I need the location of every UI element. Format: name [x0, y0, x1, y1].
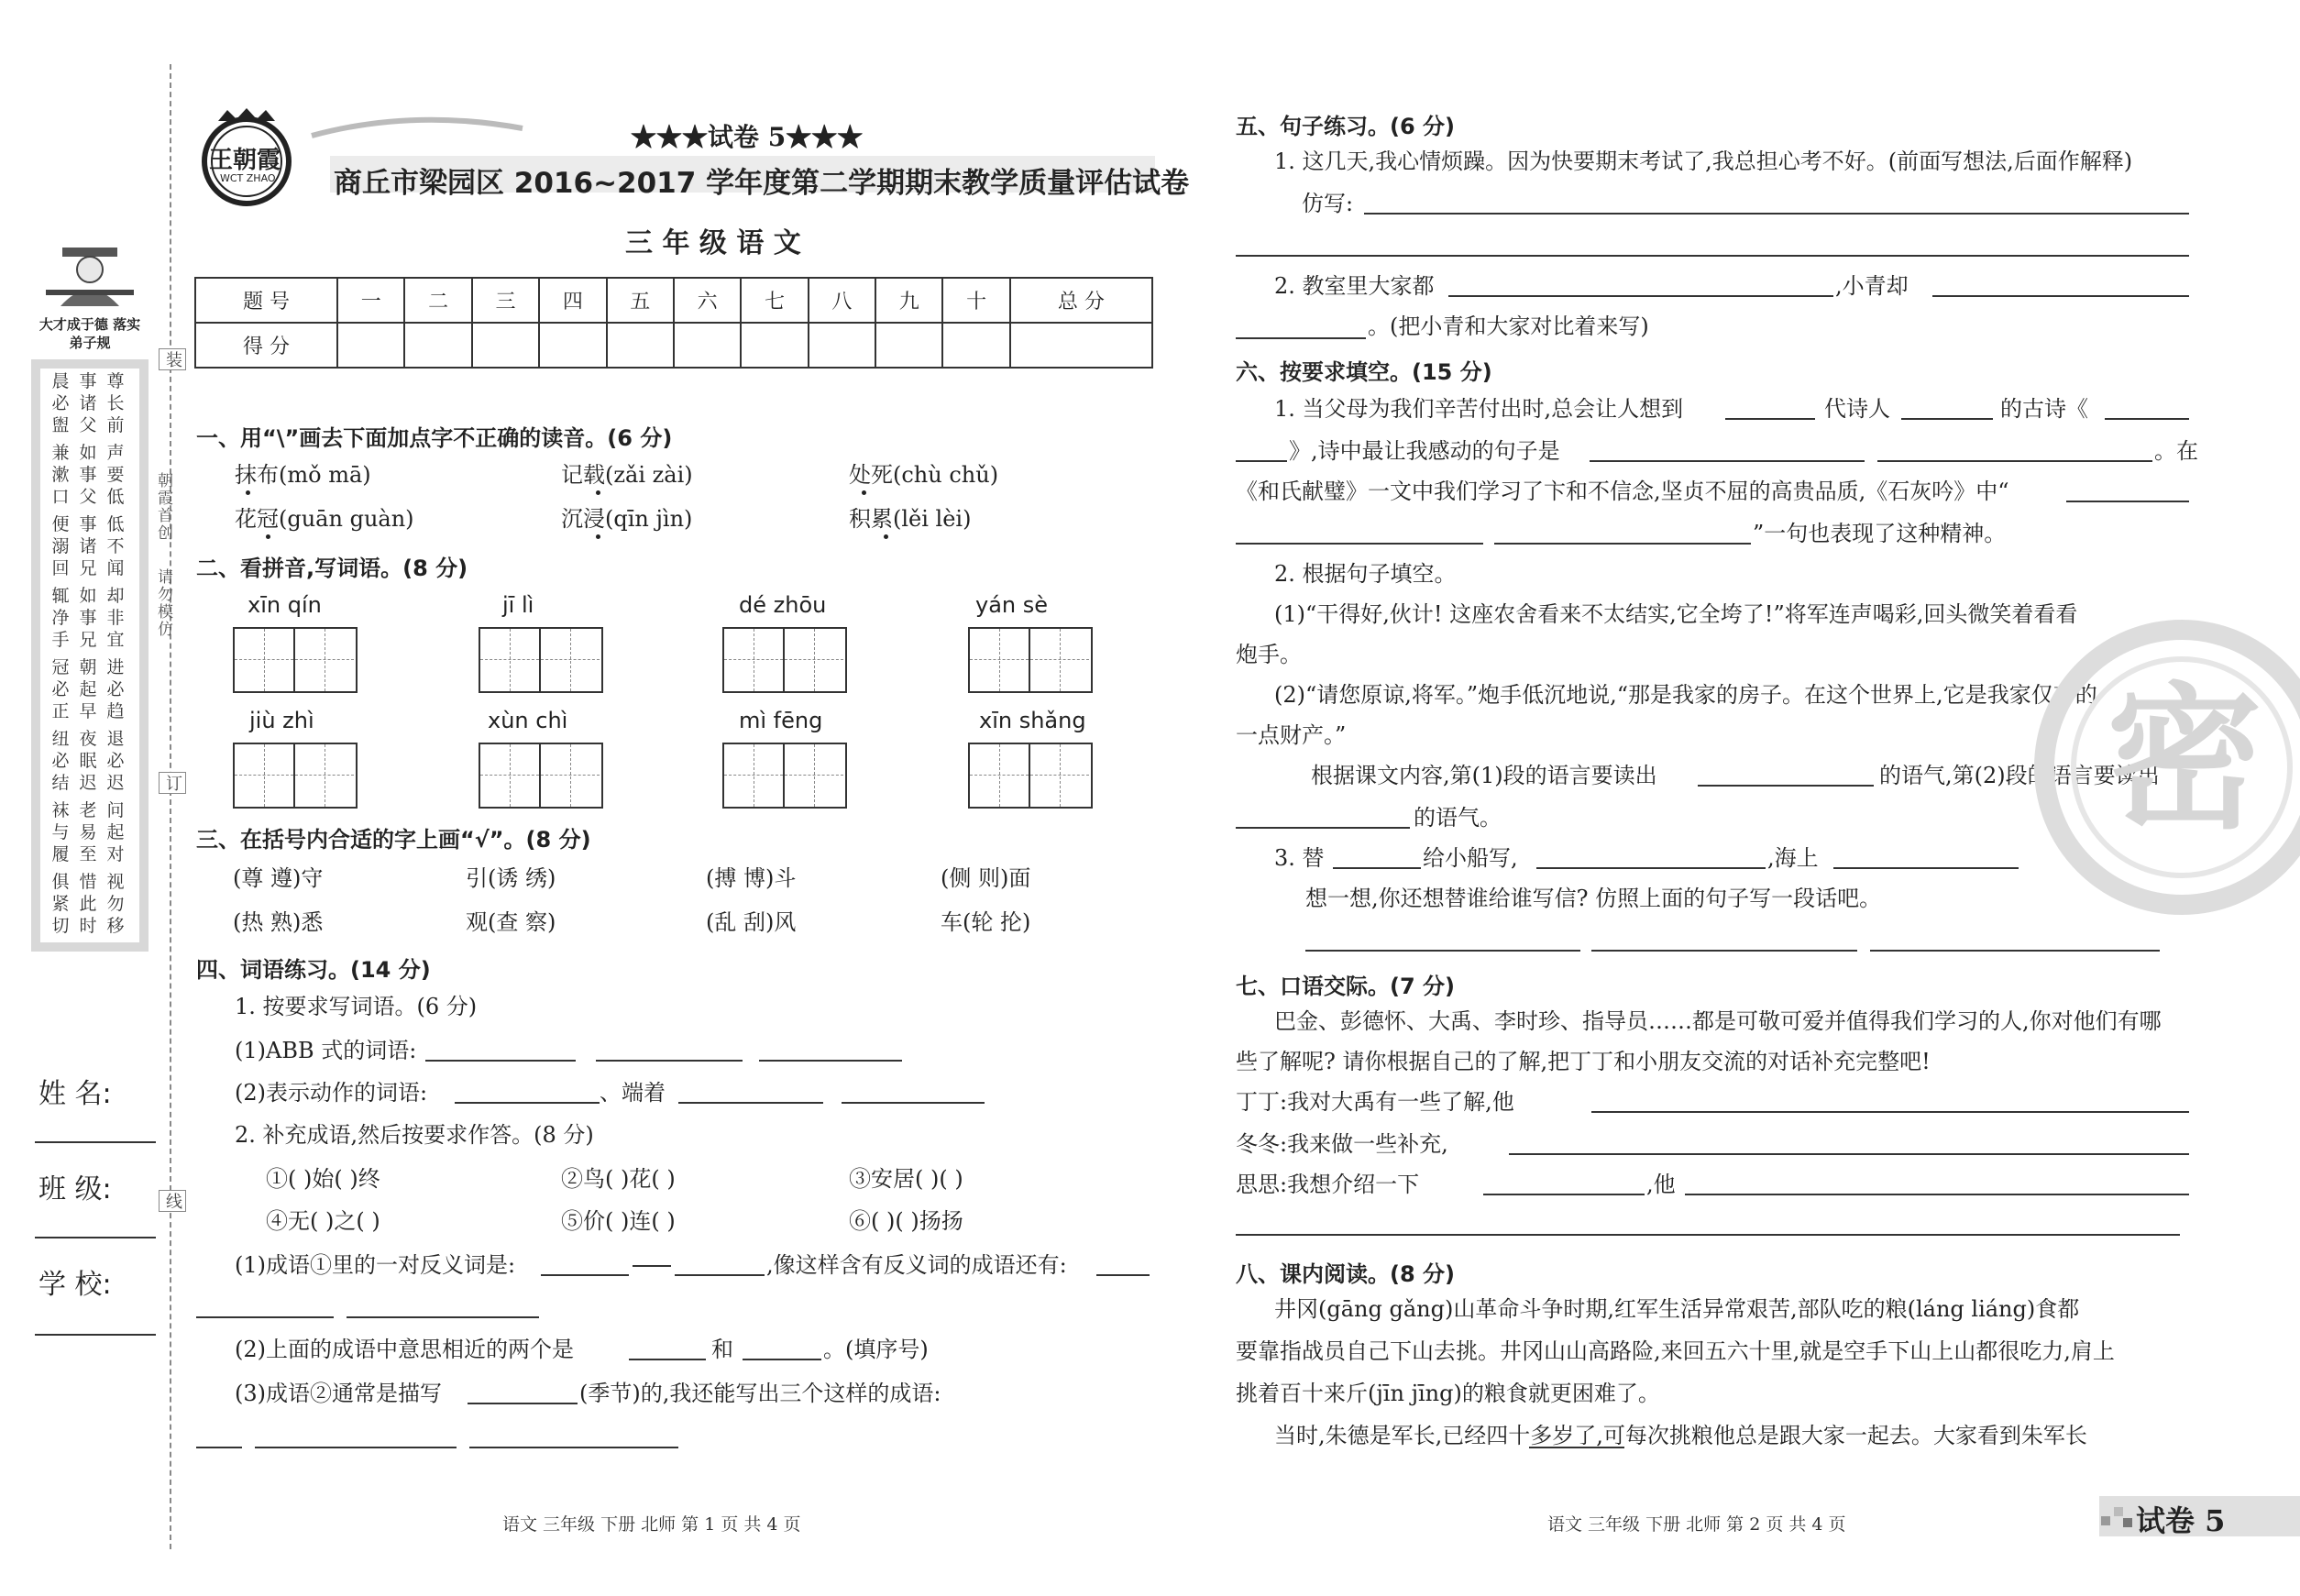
motto-column: 低不闻 [106, 514, 125, 578]
score-header-cell: 七 [741, 278, 808, 323]
score-cell[interactable] [539, 323, 606, 368]
grid-guide [510, 744, 511, 807]
q1-item-3: 处死(chù chǔ) [849, 462, 999, 488]
q4-action-label: (2)表示动作的词语: [235, 1080, 428, 1106]
grid-guide [724, 659, 783, 660]
q4-abb-label: (1)ABB 式的词语: [235, 1038, 417, 1063]
q4-part3b: (季节)的,我还能写出三个这样的成语: [579, 1381, 941, 1406]
subject-title: 三 年 级 语 文 [625, 227, 801, 259]
grid-cell[interactable] [1030, 744, 1089, 807]
q5-blank-1[interactable] [1364, 213, 2189, 215]
q4-abb-blank-3[interactable] [759, 1060, 902, 1062]
q4-part3-blank-1[interactable] [468, 1403, 578, 1404]
q5-blank-2[interactable] [1236, 255, 2189, 257]
grid-guide [541, 659, 600, 660]
q5-s2b: ,小青却 [1835, 273, 1909, 299]
grid-guide [570, 629, 571, 691]
grid-guide [264, 744, 265, 807]
motto-column: 视勿移 [106, 872, 125, 936]
q6-l10b: 的语气,第(2)段的语言要读出 [1879, 763, 2160, 788]
q1-dot [884, 534, 888, 539]
q4-abb-blank-1[interactable] [425, 1060, 576, 1062]
q1-item-4: 花冠(guān guàn) [235, 506, 414, 532]
q2-pinyin-8: xīn shǎng [979, 708, 1086, 733]
score-header-cell: 二 [404, 278, 471, 323]
score-cell[interactable] [472, 323, 539, 368]
school-label: 学 校: [39, 1269, 112, 1301]
score-cell[interactable] [741, 323, 808, 368]
q3-item-2: 引(诱 绣) [466, 865, 556, 891]
score-header-cell: 题 号 [195, 278, 337, 323]
name-line[interactable] [35, 1141, 156, 1143]
score-cell[interactable] [674, 323, 741, 368]
score-header-cell: 十 [942, 278, 1009, 323]
school-line[interactable] [35, 1334, 156, 1336]
q7-d2: 冬冬:我来做一些补充, [1236, 1131, 1448, 1157]
q6-blank-8[interactable] [1236, 543, 1483, 545]
page-tag: 试卷 5 [2136, 1503, 2226, 1538]
score-cell[interactable] [809, 323, 875, 368]
grid-cell[interactable] [295, 744, 354, 807]
q6-blank-7[interactable] [2066, 501, 2189, 502]
q4-part2-blank-1[interactable] [629, 1359, 706, 1360]
q1-item-6: 积累(lěi lèi) [849, 506, 972, 532]
writing-grid[interactable] [722, 743, 847, 809]
q6-l1c: 的古诗《 [2000, 396, 2088, 422]
grid-guide [235, 775, 293, 776]
grid-guide [724, 775, 783, 776]
q5-blank-4[interactable] [1932, 295, 2189, 297]
scholar-illustration [42, 246, 138, 308]
q6-blank-11[interactable] [1236, 827, 1410, 829]
score-cell[interactable] [404, 323, 471, 368]
motto-column: 辄净手 [51, 586, 70, 650]
q6-l7: 炮手。 [1236, 642, 1302, 667]
score-header-cell: 总 分 [1010, 278, 1152, 323]
grid-guide [235, 659, 293, 660]
q6-l5: 2. 根据句子填空。 [1274, 561, 1457, 587]
q8-r3: 挑着百十来斤(jīn jīng)的粮食就更困难了。 [1236, 1381, 1660, 1406]
q1-dot [266, 534, 270, 539]
motto-column: 俱紧切 [51, 872, 70, 936]
brand-sub: WCT ZHAO [220, 172, 276, 184]
q6-l9: 一点财产。” [1236, 722, 1347, 748]
q4-action-blank-3[interactable] [842, 1102, 985, 1104]
q4-part2c: 。(填序号) [823, 1337, 929, 1362]
bind-mark-2: 订 [159, 772, 186, 794]
q5-s1b: 仿写: [1302, 191, 1354, 216]
grid-cell[interactable] [480, 744, 541, 807]
q4-part3-blank-3[interactable] [255, 1447, 457, 1448]
q7-p1: 巴金、彭德怀、大禹、李时珍、指导员……都是可敬可爱并值得我们学习的人,你对他们有哪 [1274, 1008, 2162, 1034]
grid-guide [295, 659, 354, 660]
q4-part2-blank-2[interactable] [743, 1359, 821, 1360]
motto-column: 冠必正 [51, 657, 70, 721]
q4-action-blank-2[interactable] [678, 1102, 823, 1104]
grid-guide [510, 629, 511, 691]
grid-guide [1060, 629, 1061, 691]
q4-idiom-3: ③安居( )( ) [849, 1166, 963, 1192]
motto-column: 尊长前 [106, 371, 125, 435]
score-header-cell: 一 [337, 278, 404, 323]
q1-item-1: 抹布(mǒ mā) [235, 462, 371, 488]
grid-cell[interactable] [235, 744, 295, 807]
q6-l12b: 给小船写, [1423, 845, 1518, 871]
motto-column: 纽必结 [51, 729, 70, 793]
q4-part1: (1)成语①里的一对反义词是: [235, 1252, 516, 1278]
q6-l1b: 代诗人 [1824, 396, 1890, 422]
q4-part3-blank-2[interactable] [196, 1447, 242, 1448]
q6-l12: 3. 替 [1274, 845, 1325, 871]
motto-column: 袜与履 [51, 800, 70, 864]
grid-guide [785, 659, 843, 660]
q1-dot [596, 490, 600, 495]
score-cell[interactable] [942, 323, 1009, 368]
q6-title: 六、按要求填空。(15 分) [1236, 359, 1492, 385]
grid-guide [970, 775, 1029, 776]
binding-line [170, 64, 171, 1549]
q6-blank-15[interactable] [1305, 950, 1580, 952]
q6-l2b: 。在 [2154, 438, 2198, 464]
q7-blank-1[interactable] [1591, 1111, 2189, 1113]
q7-d3b: ,他 [1646, 1172, 1676, 1197]
motto-column: 老易至 [79, 800, 97, 864]
motto-column: 进必趋 [106, 657, 125, 721]
class-line[interactable] [35, 1237, 156, 1238]
q4-action-blank-1[interactable] [455, 1102, 600, 1104]
footer-left: 语文 三年级 下册 北师 第 1 页 共 4 页 [502, 1514, 801, 1535]
grid-guide [1060, 744, 1061, 807]
q8-title: 八、课内阅读。(8 分) [1236, 1261, 1455, 1287]
grid-guide [970, 659, 1029, 660]
q4-part1-blank-4[interactable] [196, 1316, 334, 1318]
q8-underline [1529, 1447, 1624, 1448]
score-header-cell: 六 [674, 278, 741, 323]
q1-item-5: 沉浸(qīn jìn) [561, 506, 693, 532]
copyright-note-1: 朝霞首创 [154, 472, 172, 542]
score-cell[interactable] [607, 323, 674, 368]
q3-item-8: 车(轮 抡) [941, 909, 1031, 935]
grid-cell[interactable] [1030, 629, 1089, 691]
score-cell[interactable] [337, 323, 404, 368]
grid-guide [480, 775, 539, 776]
q6-blank-9[interactable] [1494, 543, 1751, 545]
q4-sub2: 2. 补充成语,然后按要求作答。(8 分) [235, 1122, 594, 1148]
grid-cell[interactable] [970, 744, 1030, 807]
q4-part1-blank-3[interactable] [1096, 1274, 1150, 1276]
motto-column: 兼漱口 [51, 443, 70, 507]
q5-s1: 1. 这几天,我心情烦躁。因为快要期末考试了,我总担心考不好。(前面写想法,后面作解释) [1274, 149, 2133, 174]
motto-column: 朝起早 [79, 657, 97, 721]
motto-column: 事诸父 [79, 371, 97, 435]
q1-item-2: 记载(zǎi zài) [561, 462, 693, 488]
score-cell[interactable] [1010, 323, 1152, 368]
score-row-label: 得 分 [195, 323, 337, 368]
q6-l6: (1)“干得好,伙计! 这座农舍看来不太结实,它全垮了!”将军连声喝彩,回头微笑着看看 [1274, 601, 2078, 627]
q1-dot [596, 534, 600, 539]
q6-blank-14[interactable] [1833, 867, 2019, 869]
grid-guide [570, 744, 571, 807]
q1-title: 一、用“\”画去下面加点字不正确的读音。(6 分) [196, 425, 673, 451]
copyright-note-2: 请勿模仿 [154, 568, 172, 638]
q7-p2: 些了解呢? 请你根据自己的了解,把丁丁和小朋友交流的对话补充完整吧! [1236, 1049, 1931, 1074]
footer-right: 语文 三年级 下册 北师 第 2 页 共 4 页 [1547, 1514, 1846, 1535]
q6-blank-16[interactable] [1591, 950, 1857, 952]
q4-idiom-4: ④无( )之( ) [266, 1208, 380, 1234]
score-header-cell: 八 [809, 278, 875, 323]
q4-idiom-5: ⑤价( )连( ) [561, 1208, 676, 1234]
score-header-cell: 三 [472, 278, 539, 323]
motto-column: 如事兄 [79, 586, 97, 650]
grid-cell[interactable] [235, 629, 295, 691]
writing-grid[interactable] [968, 743, 1093, 809]
grid-guide [1030, 659, 1089, 660]
q2-pinyin-5: jiù zhì [249, 708, 314, 733]
score-table [194, 277, 1153, 369]
q7-blank-3[interactable] [1483, 1194, 1645, 1195]
score-cell[interactable] [875, 323, 942, 368]
class-label: 班 级: [39, 1173, 112, 1205]
writing-grid[interactable] [479, 627, 603, 693]
grid-cell[interactable] [970, 629, 1030, 691]
q6-l11: 的语气。 [1414, 805, 1502, 831]
q2-pinyin-4: yán sè [975, 592, 1049, 618]
writing-grid[interactable] [722, 627, 847, 693]
q7-blank-2[interactable] [1509, 1153, 2189, 1155]
q6-blank-13[interactable] [1536, 867, 1766, 869]
q3-item-3: (搏 博)斗 [706, 865, 797, 891]
grid-guide [999, 629, 1000, 691]
motto-column: 问起对 [106, 800, 125, 864]
q3-item-1: (尊 遵)守 [233, 865, 324, 891]
motto-columns [51, 370, 139, 944]
motto-column: 声要低 [106, 443, 125, 507]
q1-dot [246, 490, 250, 495]
motto-column: 晨必盥 [51, 371, 70, 435]
q3-item-6: 观(查 察) [466, 909, 556, 935]
q4-title: 四、词语练习。(14 分) [196, 957, 431, 983]
q8-r2: 要靠指战员自己下山去挑。井冈山山高路险,来回五六十里,就是空手下山上山都很吃力,肩上 [1236, 1338, 2115, 1364]
grid-guide [480, 659, 539, 660]
q5-blank-5[interactable] [1236, 337, 1366, 339]
q7-d3: 思思:我想介绍一下 [1236, 1172, 1420, 1197]
grid-cell[interactable] [295, 629, 354, 691]
score-header-row [195, 278, 1152, 323]
q5-title: 五、句子练习。(6 分) [1236, 114, 1455, 139]
q4-abb-blank-2[interactable] [596, 1060, 743, 1062]
tag-squares [2099, 1503, 2136, 1531]
grid-guide [785, 775, 843, 776]
q6-blank-17[interactable] [1870, 950, 2160, 952]
writing-grid[interactable] [479, 743, 603, 809]
motto-column: 如事父 [79, 443, 97, 507]
left-margin [0, 0, 182, 1596]
q3-title: 三、在括号内合适的字上画“√”。(8 分) [196, 827, 591, 853]
brand-name: 王朝霞 [209, 147, 281, 174]
motto-head-text: 大才成于德 落实弟子规 [39, 316, 141, 351]
writing-grid[interactable] [968, 627, 1093, 693]
score-header-cell: 四 [539, 278, 606, 323]
q5-s2: 2. 教室里大家都 [1274, 273, 1435, 299]
q6-blank-1[interactable] [1725, 418, 1815, 420]
q2-pinyin-3: dé zhōu [739, 592, 827, 618]
q6-blank-10[interactable] [1698, 785, 1874, 787]
q4-action-word: 、端着 [600, 1080, 666, 1106]
grid-cell[interactable] [785, 744, 843, 807]
q4-part1b: ,像这样含有反义词的成语还有: [766, 1252, 1067, 1278]
grid-guide [295, 775, 354, 776]
secret-stamp-text: 密 [2107, 669, 2263, 851]
q6-l12c: ,海上 [1767, 845, 1819, 871]
q6-l4b: ”一句也表现了这种精神。 [1753, 521, 2007, 546]
grid-cell[interactable] [724, 744, 785, 807]
q4-part1-blank-2[interactable] [675, 1274, 765, 1276]
q6-blank-4[interactable] [1236, 460, 1287, 462]
grid-cell[interactable] [724, 629, 785, 691]
motto-column: 事诸兄 [79, 514, 97, 578]
grid-guide [999, 744, 1000, 807]
q7-d1: 丁丁:我对大禹有一些了解,他 [1236, 1089, 1514, 1115]
motto-column: 便溺回 [51, 514, 70, 578]
q2-pinyin-2: jī lì [502, 592, 534, 618]
q2-pinyin-1: xīn qín [248, 592, 322, 618]
motto-column: 惜此时 [79, 872, 97, 936]
q3-item-7: (乱 刮)风 [706, 909, 797, 935]
grid-guide [541, 775, 600, 776]
writing-grid[interactable] [233, 743, 358, 809]
score-header-cell: 五 [607, 278, 674, 323]
q7-title: 七、口语交际。(7 分) [1236, 974, 1455, 999]
grid-cell[interactable] [541, 744, 600, 807]
q1-dot [862, 490, 866, 495]
q5-s2c: 。(把小青和大家对比着来写) [1368, 314, 1649, 339]
q2-title: 二、看拼音,写词语。(8 分) [196, 556, 468, 581]
score-header-cell: 九 [875, 278, 942, 323]
q6-blank-2[interactable] [1901, 418, 1993, 420]
q6-blank-6[interactable] [1877, 460, 2152, 462]
q6-blank-12[interactable] [1333, 867, 1421, 869]
q6-l10: 根据课文内容,第(1)段的语言要读出 [1311, 763, 1657, 788]
grid-guide [1030, 775, 1089, 776]
q4-part2b: 和 [711, 1337, 733, 1362]
q6-l2a: 》,诗中最让我感动的句子是 [1289, 438, 1560, 464]
q3-item-5: (热 熟)悉 [233, 909, 324, 935]
q3-item-4: (侧 则)面 [941, 865, 1031, 891]
q4-part1-blank-5[interactable] [347, 1316, 539, 1318]
q2-pinyin-7: mì fēng [739, 708, 823, 733]
grid-cell[interactable] [785, 629, 843, 691]
q8-r4: 当时,朱德是军长,已经四十多岁了,可每次挑粮他总是跟大家一起去。大家看到朱军长 [1274, 1423, 2087, 1448]
q4-sub1: 1. 按要求写词语。(6 分) [235, 994, 478, 1019]
q4-idiom-6: ⑥( )( )扬扬 [849, 1208, 963, 1234]
q4-part3: (3)成语②通常是描写 [235, 1381, 442, 1406]
q2-pinyin-6: xùn chì [488, 708, 568, 733]
q5-blank-3[interactable] [1448, 295, 1833, 297]
motto-column: 却非宜 [106, 586, 125, 650]
q4-part2: (2)上面的成语中意思相近的两个是 [235, 1337, 574, 1362]
motto-column: 夜眠迟 [79, 729, 97, 793]
q6-blank-5[interactable] [1590, 460, 1865, 462]
motto-column: 退必迟 [106, 729, 125, 793]
q6-l1: 1. 当父母为我们辛苦付出时,总会让人想到 [1274, 396, 1684, 422]
page-title: 商丘市梁园区 2016~2017 学年度第二学期期末教学质量评估试卷 [334, 167, 1190, 200]
bind-mark-3: 线 [159, 1190, 186, 1212]
grid-guide [264, 629, 265, 691]
q7-blank-4[interactable] [1685, 1194, 2189, 1195]
q4-part1-dash [633, 1265, 671, 1267]
q6-l8: (2)“请您原谅,将军。”炮手低沉地说,“那是我家的房子。在这个世界上,它是我家仅有的 [1274, 682, 2097, 708]
grid-guide [814, 629, 815, 691]
q6-l13: 想一想,你还想替谁给谁写信? 仿照上面的句子写一段话吧。 [1305, 886, 1882, 911]
name-label: 姓 名: [39, 1078, 112, 1110]
grid-cell[interactable] [541, 629, 600, 691]
q4-idiom-2: ②鸟( )花( ) [561, 1166, 676, 1192]
grid-cell[interactable] [480, 629, 541, 691]
q4-part3-blank-4[interactable] [469, 1447, 678, 1448]
q4-idiom-1: ①( )始( )终 [266, 1166, 380, 1192]
q7-blank-5[interactable] [1236, 1234, 2180, 1236]
paper-number: ★★★试卷 5★★★ [631, 122, 864, 152]
q8-r1: 井冈(gāng gǎng)山革命斗争时期,红军生活异常艰苦,部队吃的粮(láng liáng)食都 [1274, 1296, 2080, 1322]
q6-blank-3[interactable] [2105, 418, 2189, 420]
score-row [195, 323, 1152, 368]
q6-l3: 《和氏献璧》一文中我们学习了卞和不信念,坚贞不屈的高贵品质,《石灰吟》中“ [1236, 479, 2009, 504]
q4-part1-blank-1[interactable] [541, 1274, 629, 1276]
bind-mark-1: 装 [159, 348, 186, 370]
writing-grid[interactable] [233, 627, 358, 693]
grid-guide [814, 744, 815, 807]
